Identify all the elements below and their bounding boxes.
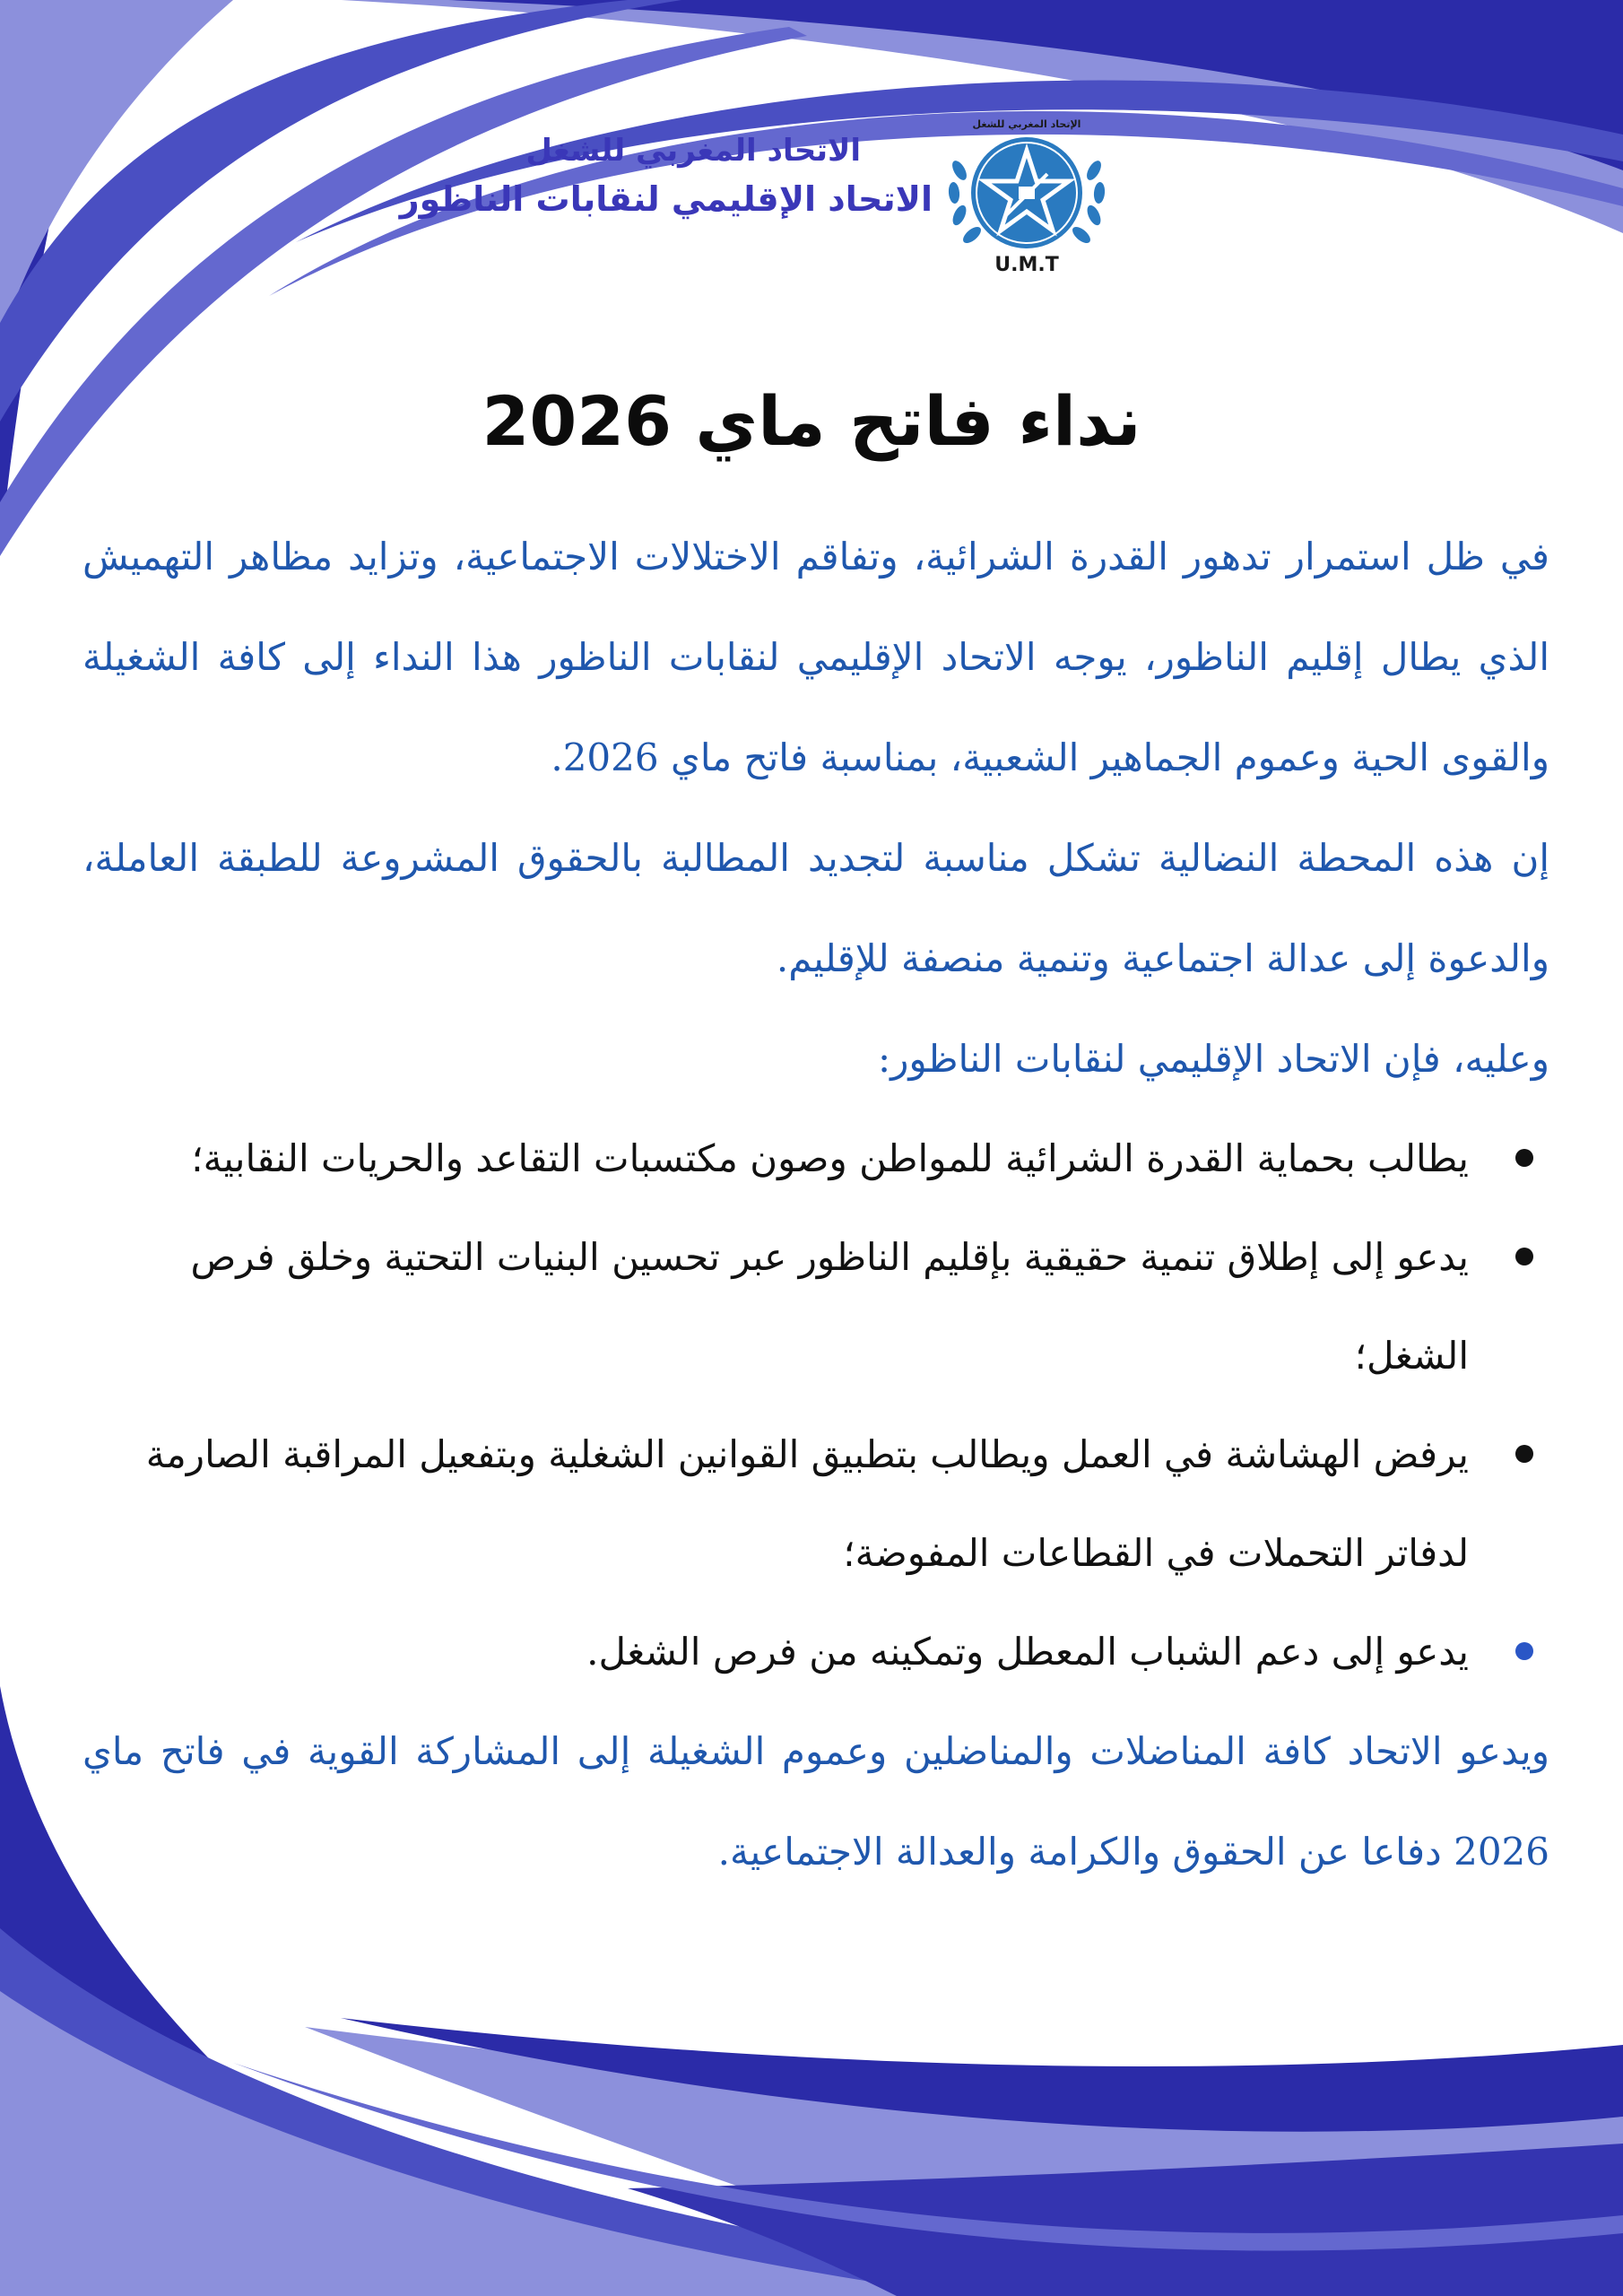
logo-arc-text: الإتحاد المغربي للشغل [972, 118, 1081, 130]
intro-paragraph-3: وعليه، فإن الاتحاد الإقليمي لنقابات الناظور: [878, 1037, 1549, 1081]
logo-abbreviation: U.M.T [994, 254, 1059, 276]
intro-paragraph-1: في ظل استمرار تدهور القدرة الشرائية، وتفاقم الاختلالات الاجتماعية، وتزايد مظاهر التهميش الذي يطال إقليم الناظور، يوجه الاتحاد الإقليمي لنقابات الناظور هذا النداء إلى كافة الشغيلة والقوى الحية وعموم الجماهير الشعبية، بمناسبة فاتح ماي 2026. [82, 535, 1549, 779]
demand-item [82, 1109, 1469, 1208]
org-name-regional: الاتحاد الإقليمي لنقابات الناظور [399, 179, 933, 219]
header [395, 108, 1112, 287]
demand-text: يدعو إلى دعم الشباب المعطل وتمكينه من فرص الشغل. [586, 1630, 1469, 1674]
org-names [395, 127, 933, 224]
appeal-body [82, 507, 1549, 1902]
demand-item [82, 1405, 1469, 1603]
bullet-icon [1515, 1248, 1533, 1265]
org-name-national: الاتحاد المغربي للشغل [525, 133, 861, 169]
bullet-icon [1515, 1149, 1533, 1167]
intro-paragraph-2: إن هذه المحطة النضالية تشكل مناسبة لتجديد المطالبة بالحقوق المشروعة للطبقة العاملة، والدعوة إلى عدالة اجتماعية وتنمية منصفة للإقليم. [82, 836, 1549, 980]
demand-text: يدعو إلى إطلاق تنمية حقيقية بإقليم الناظور عبر تحسين البنيات التحتية وخلق فرص الشغل؛ [190, 1235, 1469, 1378]
demands-list [82, 1109, 1549, 1701]
page-title: نداء فاتح ماي 2026 [482, 381, 1141, 461]
bullet-icon [1515, 1642, 1533, 1660]
demand-item [82, 1603, 1469, 1701]
demand-text: يرفض الهشاشة في العمل ويطالب بتطبيق القوانين الشغلية وبتفعيل المراقبة الصارمة لدفاتر التحملات في القطاعات المفوضة؛ [145, 1432, 1469, 1575]
umt-logo-icon [942, 108, 1112, 278]
demand-text: يطالب بحماية القدرة الشرائية للمواطن وصون مكتسبات التقاعد والحريات النقابية؛ [191, 1136, 1469, 1180]
bullet-icon [1515, 1445, 1533, 1463]
closing-paragraph: ويدعو الاتحاد كافة المناضلات والمناضلين وعموم الشغيلة إلى المشاركة القوية في فاتح ماي 2026 دفاعا عن الحقوق والكرامة والعدالة الاجتماعية. [82, 1729, 1549, 1874]
demand-item [82, 1208, 1469, 1405]
